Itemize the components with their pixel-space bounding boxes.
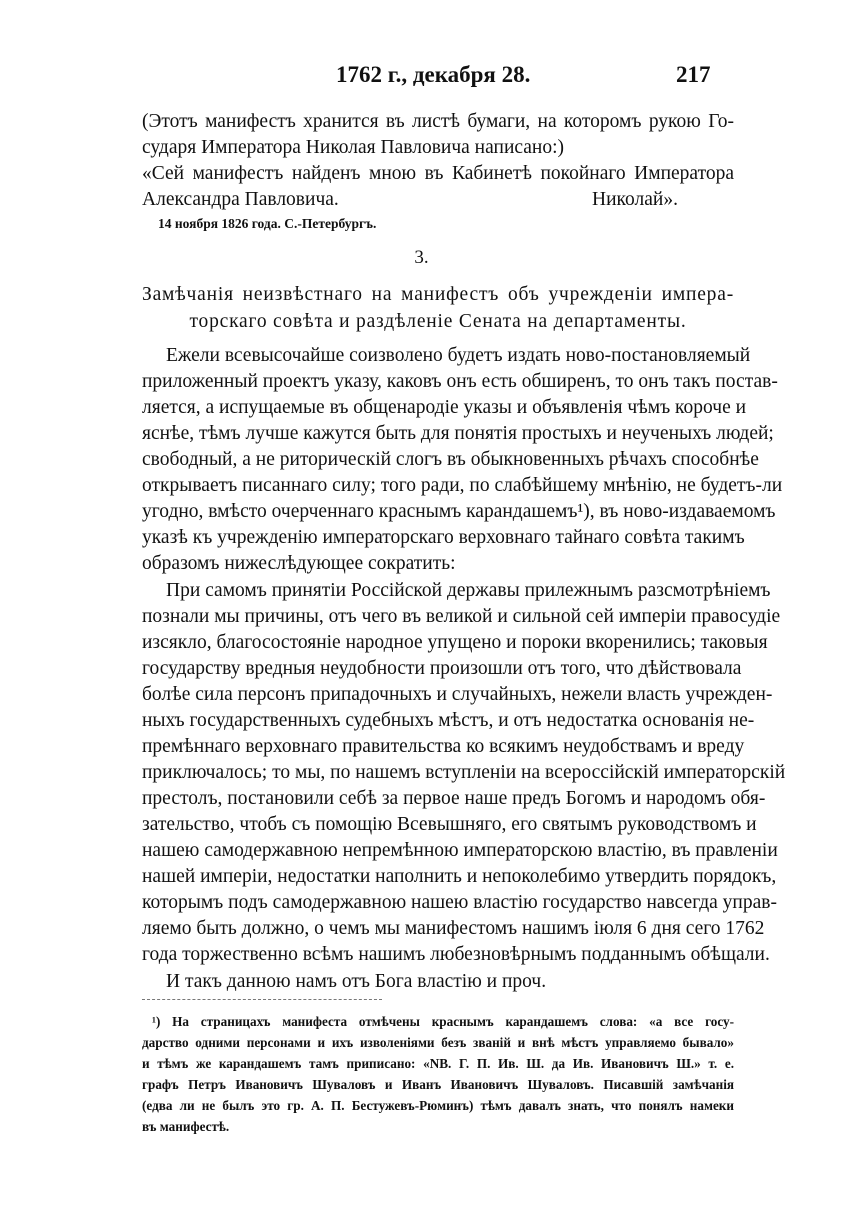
footnote-line: ¹) На страницахъ манифеста отмѣчены краснымъ карандашемъ слова: «а все госу- [152, 1014, 734, 1029]
body-line: При самомъ принятіи Россійской державы прилежнымъ разсмотрѣніемъ [166, 580, 771, 601]
body-line: года торжественно всѣмъ нашимъ любезновѣрнымъ подданнымъ обѣщали. [142, 944, 770, 965]
note-line-1: (Этотъ манифестъ хранится въ листѣ бумаги, на которомъ рукою Го- [142, 111, 734, 132]
section-title-line-2: торскаго совѣта и раздѣленіе Сената на департаменты. [189, 311, 687, 332]
body-line: указѣ къ учрежденію императорскаго верховнаго тайнаго совѣта такимъ [142, 527, 745, 548]
body-line: открываетъ писаннаго силу; того ради, по слабѣйшему мнѣнію, не будетъ-ли [142, 475, 783, 496]
section-title-line-1: Замѣчанія неизвѣстнаго на манифестъ объ учрежденіи импера- [142, 284, 734, 305]
footnote-line: и тѣмъ же карандашемъ тамъ приписано: «NB. Г. П. Ив. Ш. да Ив. Ивановичъ Ш.» т. е. [142, 1056, 734, 1071]
body-line: нашею самодержавною непремѣнною императорскою властію, въ правленіи [142, 840, 778, 861]
body-line: изсякло, благосостояніе народное упущено и пороки вкоренились; таковыя [142, 632, 768, 653]
footnote-line: въ манифестѣ. [142, 1119, 230, 1134]
body-line: свободный, а не риторическій слогъ въ обыкновенныхъ рѣчахъ способнѣе [142, 449, 759, 470]
body-line: болѣе сила персонъ припадочныхъ и случайныхъ, нежели власть учрежден- [142, 684, 773, 705]
note-line-3: «Сей манифестъ найденъ мною въ Кабинетѣ покойнаго Императора [142, 163, 734, 184]
body-line: Ежели всевысочайше соизволено будетъ издать ново-постановляемый [166, 345, 751, 366]
running-header-date: 1762 г., декабря 28. [336, 62, 531, 87]
body-line: яснѣе, тѣмъ лучше кажутся быть для понятія простыхъ и неученыхъ людей; [142, 423, 774, 444]
page-number: 217 [676, 62, 711, 87]
note-line-4-left: Александра Павловича. [142, 189, 339, 210]
body-line: зательство, чтобъ съ помощію Всевышняго, его святымъ руководствомъ и [142, 814, 757, 835]
footnote-separator [142, 999, 382, 1000]
signature-nikolai: Николай». [592, 189, 678, 210]
body-line: нашей имперіи, недостатки наполнить и непоколебимо утвердить порядокъ, [142, 866, 777, 887]
body-line: государству вредныя неудобности произошли отъ того, что дѣйствовала [142, 658, 742, 679]
body-line: угодно, вмѣсто очерченнаго краснымъ карандашемъ¹), въ ново-издаваемомъ [142, 501, 776, 522]
body-line: ныхъ государственныхъ судебныхъ мѣстъ, и отъ недостатка основанія не- [142, 710, 755, 731]
body-line: ляется, а испущаемые въ общенародіе указы и объявленія чѣмъ короче и [142, 397, 747, 418]
footnote-line: дарство одними персонами и ихъ изволеніями безъ званій и внѣ мѣстъ управляемо бывало» [142, 1035, 734, 1050]
body-line: ляемо быть должно, о чемъ мы манифестомъ нашимъ іюля 6 дня сего 1762 [142, 918, 765, 939]
note-dateline: 14 ноября 1826 года. С.-Петербургъ. [158, 216, 377, 231]
body-line: приключалось; то мы, по нашемъ вступленіи на всероссійскій императорскій [142, 762, 786, 783]
footnote-line: графъ Петръ Ивановичъ Шуваловъ и Иванъ Ивановичъ Шуваловъ. Писавшій замѣчанія [142, 1077, 734, 1092]
body-line: И такъ данною намъ отъ Бога властію и проч. [166, 971, 547, 992]
body-line: познали мы причины, отъ чего въ великой и сильной сей имперіи правосудіе [142, 606, 781, 627]
section-number: 3. [414, 247, 429, 268]
body-line: приложенный проектъ указу, каковъ онъ есть обширенъ, то онъ такъ постав- [142, 371, 778, 392]
body-line: престолъ, постановили себѣ за первое наше предъ Богомъ и народомъ обя- [142, 788, 766, 809]
footnote-line: (едва ли не былъ это гр. А. П. Бестужевъ-Рюминъ) тѣмъ давалъ знать, что понялъ намеки [142, 1098, 734, 1113]
body-line: которымъ подъ самодержавною нашею властію государство навсегда управ- [142, 892, 777, 913]
body-line: премѣннаго верховнаго правительства ко всякимъ неудобствамъ и вреду [142, 736, 745, 757]
note-line-2: сударя Императора Николая Павловича написано:) [142, 137, 565, 158]
body-line: образомъ нижеслѣдующее сократить: [142, 553, 456, 574]
